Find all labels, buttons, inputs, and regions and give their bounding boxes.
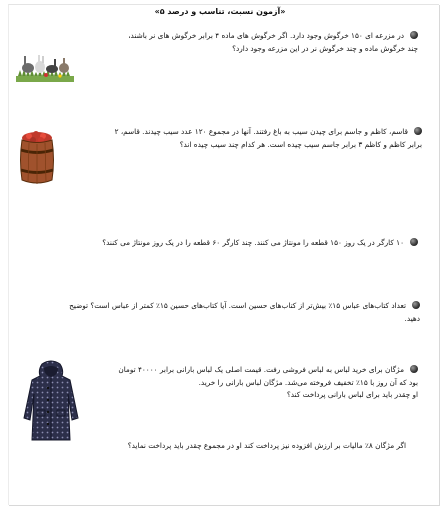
question-3-line-1: ۱۰ کارگر در یک روز ۱۵۰ قطعه را مونتاژ می کنند. چند کارگر ۶۰ قطعه را در یک روز مونتاژ می کنند؟: [102, 238, 404, 247]
bullet-icon: [412, 301, 420, 309]
raincoat-image: [20, 360, 82, 444]
apple-barrel-image: [19, 130, 55, 186]
bullet-icon: [414, 127, 422, 135]
question-2-line-2: برابر کاظم و کاظم ۳ برابر جاسم سیب چیده است. هر کدام چند سیب چیده اند؟: [179, 139, 422, 149]
question-1-line-2: چند خرگوش ماده و چند خرگوش نر در این مزرعه وجود دارد؟: [232, 43, 418, 53]
bullet-icon: [410, 31, 418, 39]
question-2-line-1: قاسم، کاظم و جاسم برای چیدن سیب به باغ رفتند. آنها در مجموع ۱۲۰ عدد سیب چیدند. قاسم، ۲: [114, 127, 408, 136]
question-4-line-2: دهید.: [404, 313, 420, 323]
question-1-line-1: در مزرعه ای ۱۵۰ خرگوش وجود دارد. اگر خرگوش های ماده ۴ برابر خرگوش های نر باشند،: [128, 31, 404, 40]
bullet-icon: [410, 238, 418, 246]
question-5: [118, 364, 418, 402]
bullet-icon: [410, 365, 418, 373]
question-5-line-2: بود که آن روز با ۱۵٪ تخفیف فروخته می‌شد. مژگان لباس بارانی را خرید.: [198, 377, 418, 387]
question-4-line-1: تعداد کتاب‌های عباس ۱۵٪ بیش‌تر از کتاب‌های حسین است. آیا کتاب‌های حسین ۱۵٪ کمتر از عباس است؟ توضیح: [69, 301, 406, 310]
question-1: [88, 30, 418, 55]
question-2: [32, 126, 422, 151]
question-5-followup-text: اگر مژگان ۸٪ مالیات بر ارزش افزوده نیز پرداخت کند او در مجموع چقدر باید پرداخت نماید؟: [127, 441, 406, 450]
question-4: [25, 300, 420, 325]
question-3: [38, 237, 418, 250]
question-5-followup: [86, 440, 406, 453]
question-5-line-3: او چقدر باید برای لباس بارانی پرداخت کند؟: [286, 390, 418, 399]
question-5-line-1: مژگان برای خرید لباس به لباس فروشی رفت. قیمت اصلی یک لباس بارانی برابر ۴۰۰۰۰ تومان: [118, 365, 404, 374]
page-title: «آزمون نسبت، تناسب و درصد ۵»: [154, 7, 286, 16]
rabbits-farm-image: [16, 46, 74, 84]
